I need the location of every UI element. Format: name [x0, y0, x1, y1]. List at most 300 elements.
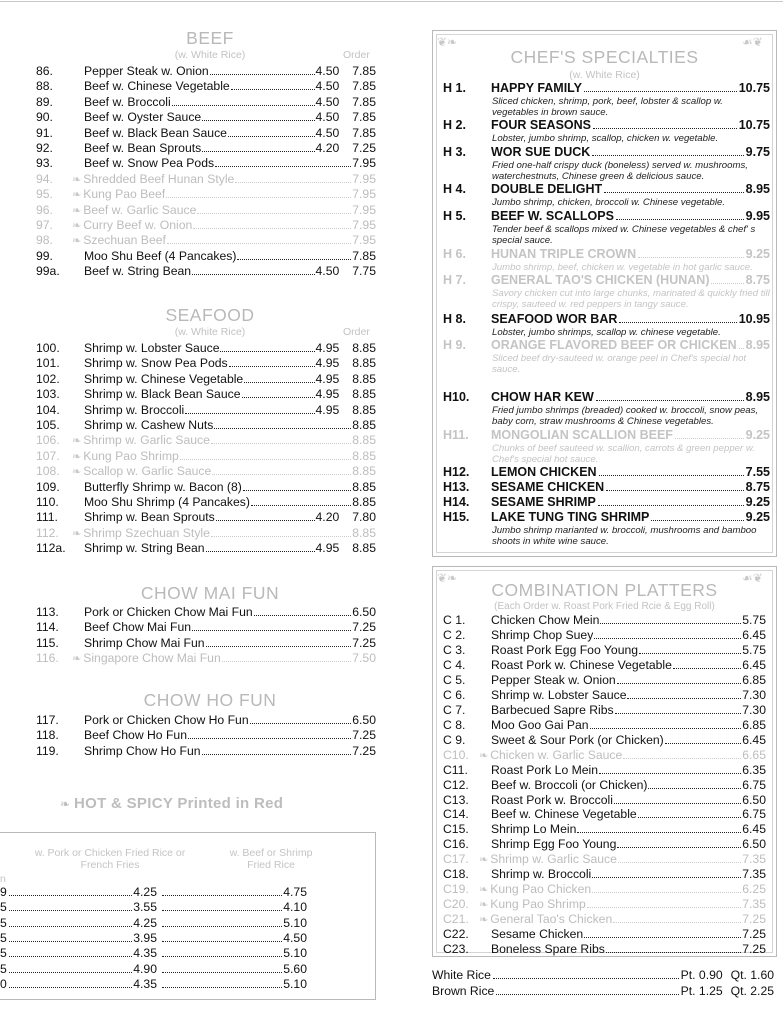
dot-leader	[250, 712, 352, 724]
item-price-order: 7.85	[352, 248, 376, 263]
item-price: 7.25	[742, 927, 766, 942]
item-price-order: 7.85	[352, 64, 376, 78]
item-number: 118.	[36, 728, 59, 743]
menu-item-row	[36, 727, 376, 742]
item-number: 112.	[36, 525, 59, 540]
item-price-order: 7.80	[352, 510, 376, 525]
dot-leader	[593, 118, 737, 129]
item-price-small: 4.50	[315, 110, 340, 125]
dot-leader	[180, 448, 352, 460]
item-number: 98.	[36, 233, 53, 248]
chef-item-code: H 3.	[443, 145, 466, 159]
menu-item-row	[36, 432, 376, 447]
chef-item-description: Fried jumbo shrimps (breaded) cooked w. broccoli, snow peas, baby corn, straw mushrooms & Chinese vegetables.	[492, 405, 759, 427]
item-number: C14.	[443, 807, 469, 822]
item-number: 105.	[36, 418, 60, 432]
chef-item-price: 8.95	[745, 182, 770, 196]
dot-leader	[638, 806, 742, 818]
dot-leader	[618, 851, 741, 863]
chef-item-heading	[443, 247, 770, 262]
dot-leader	[242, 386, 315, 398]
fried-rice-cell-a	[9, 931, 157, 946]
item-price-order: 8.85	[352, 479, 376, 494]
chef-special-item	[443, 480, 770, 495]
dot-leader	[210, 63, 315, 75]
item-number: C20.	[443, 897, 469, 912]
item-price: 6.45	[742, 657, 766, 672]
item-number: C18.	[443, 867, 469, 882]
dot-leader	[206, 540, 315, 552]
item-name: Kung Pao Chicken	[490, 882, 592, 897]
item-number: C11.	[443, 762, 468, 777]
item-price: 6.85	[742, 717, 766, 732]
dot-leader	[162, 900, 282, 911]
item-name: Roast Pork w. Broccoli	[491, 792, 613, 807]
menu-item-row	[36, 340, 376, 355]
pepper-icon: ❧	[72, 450, 82, 463]
item-number: 113.	[36, 605, 59, 619]
item-price: 5.75	[742, 642, 766, 657]
item-price-order: 8.85	[352, 402, 376, 417]
item-price: 6.65	[742, 747, 766, 762]
item-price: 6.85	[742, 672, 766, 687]
item-name: Shrimp w. Black Bean Sauce	[84, 387, 241, 402]
corner-ornament-icon: ☙❦	[742, 571, 763, 585]
item-number: C15.	[443, 822, 469, 837]
chef-specialties-title: CHEF'S SPECIALTIES	[510, 47, 699, 67]
item-name: Shrimp w. String Bean	[84, 541, 205, 556]
item-name: Kung Pao Shrimp	[83, 448, 179, 463]
item-name: Beef w. Chinese Vegetable	[84, 79, 230, 94]
item-name: Pepper Steak w. Onion	[491, 672, 616, 687]
item-name: Chicken w. Garlic Sauce	[490, 747, 623, 762]
item-number: C 9.	[443, 732, 466, 747]
chef-item-price: 9.25	[745, 495, 770, 509]
dot-leader	[197, 202, 351, 214]
dot-leader	[193, 217, 351, 229]
item-name: Pork or Chicken Chow Mai Fun	[84, 605, 253, 619]
dot-leader	[577, 821, 741, 833]
item-price: 6.75	[742, 807, 766, 822]
fried-rice-cell-b	[162, 916, 307, 931]
dot-leader	[616, 209, 744, 220]
item-price: 7.35	[742, 897, 766, 912]
dot-leader	[212, 463, 351, 475]
combination-item-row	[443, 836, 766, 851]
item-name: Beef Chow Mai Fun	[84, 620, 192, 635]
item-price-small: 4.95	[315, 341, 340, 355]
item-number: C 4.	[443, 657, 466, 672]
menu-item-row	[36, 619, 376, 634]
combination-platters-title: COMBINATION PLATTERS	[491, 580, 718, 600]
item-number: 103.	[36, 387, 60, 402]
item-price-order: 7.85	[352, 125, 376, 140]
item-price-order: 6.50	[352, 605, 376, 619]
rice-pint-price: Pt. 1.25	[680, 983, 723, 998]
chef-item-name: HUNAN TRIPLE CROWN	[491, 247, 637, 261]
item-number: 91.	[36, 125, 53, 140]
combination-item-row	[443, 642, 766, 657]
pepper-icon: ❧	[72, 435, 82, 448]
item-number: 114.	[36, 620, 59, 635]
dot-leader	[244, 371, 314, 383]
menu-item-row	[36, 155, 376, 170]
item-name: Moo Goo Gai Pan	[491, 717, 589, 732]
chef-item-price: 8.95	[745, 390, 770, 404]
dot-leader	[162, 946, 282, 957]
fried-rice-cell-a	[9, 916, 157, 931]
chef-item-heading	[443, 390, 770, 405]
item-name: Kung Pao Beef	[83, 187, 166, 202]
chef-item-code: H 6.	[443, 247, 466, 261]
item-price: 7.30	[742, 702, 766, 717]
chef-item-name: GENERAL TAO'S CHICKEN (HUNAN)	[491, 273, 710, 287]
fried-rice-cell-left: 0	[0, 976, 7, 991]
chef-special-item	[443, 273, 770, 310]
dot-leader	[9, 962, 132, 973]
corner-ornament-icon: ❦❧	[437, 35, 458, 49]
fried-rice-price-b: 4.10	[283, 900, 307, 915]
combination-item-row	[443, 762, 766, 777]
chef-special-item	[443, 81, 770, 118]
item-number: C 1.	[443, 613, 466, 627]
rice-quart-price: Qt. 2.25	[730, 983, 774, 998]
chef-item-description: Chunks of beef sauteed w. scallion, carrots & green pepper w. Chef's special hot sauce.	[492, 443, 755, 465]
menu-item-row	[36, 125, 376, 140]
item-number: C 7.	[443, 702, 466, 717]
chef-item-name: BEEF W. SCALLOPS	[491, 209, 614, 223]
chef-item-code: H 8.	[443, 312, 466, 326]
combination-item-row	[443, 851, 766, 866]
fried-rice-cell-a	[9, 946, 157, 961]
fried-rice-left-header: n	[0, 873, 6, 885]
top-rule	[0, 1, 783, 2]
item-name: Shrimp Chop Suey	[491, 627, 594, 642]
chef-special-item	[443, 495, 770, 510]
item-name: Beef w. Chinese Vegetable	[491, 807, 637, 822]
item-name: Moo Shu Shrimp (4 Pancakes)	[84, 495, 250, 509]
dot-leader	[604, 182, 744, 193]
item-price: 6.35	[742, 762, 766, 777]
chef-item-code: H 5.	[443, 209, 466, 223]
dot-leader	[617, 672, 742, 684]
item-name: Beef w. Snow Pea Pods	[84, 156, 215, 171]
item-number: 119.	[36, 743, 59, 758]
item-number: 86.	[36, 64, 53, 78]
item-name: Roast Pork Lo Mein	[491, 762, 599, 777]
dot-leader	[9, 885, 132, 896]
menu-item-row	[36, 78, 376, 93]
item-price-order: 7.25	[352, 635, 376, 650]
rice-row	[432, 984, 774, 999]
chef-item-code: H14.	[443, 495, 470, 509]
item-number: C19.	[443, 882, 469, 897]
chef-item-heading	[443, 510, 770, 525]
chef-item-code: H13.	[443, 480, 470, 494]
item-name: Shrimp w. Snow Pea Pods	[84, 356, 228, 371]
dot-leader	[162, 885, 282, 896]
item-price-order: 8.85	[352, 371, 376, 386]
chef-item-description: Savory chicken cut into large chunks, marinated & quickly fried till crispy, sauteed w. red peppers in tangy sauce.	[492, 288, 770, 310]
menu-item-row	[36, 448, 376, 463]
dot-leader	[739, 338, 744, 349]
dot-leader	[202, 140, 314, 152]
dot-leader	[229, 355, 315, 367]
combination-item-row	[443, 821, 766, 836]
chef-item-price: 10.75	[738, 118, 770, 132]
fried-rice-price-a: 4.35	[133, 946, 157, 961]
item-number: 106.	[36, 433, 60, 448]
dot-leader	[614, 792, 741, 804]
item-price-order: 7.25	[352, 743, 376, 758]
fried-rice-price-a: 4.25	[133, 885, 157, 899]
item-name: Moo Shu Beef (4 Pancakes)	[84, 248, 237, 263]
chef-item-heading	[443, 480, 770, 495]
dot-leader	[162, 916, 282, 927]
dot-leader	[192, 619, 351, 631]
chef-item-heading	[443, 428, 770, 443]
dot-leader	[598, 495, 744, 506]
dot-leader	[162, 931, 282, 942]
item-name: Szechuan Beef	[83, 233, 166, 248]
item-name: Beef w. String Bean	[84, 264, 192, 279]
dot-leader	[638, 247, 744, 258]
beef-subtitle: (w. White Rice)	[174, 49, 246, 61]
item-price-order: 7.95	[352, 233, 376, 248]
item-price-order: 7.95	[352, 171, 376, 186]
chef-item-name: LAKE TUNG TING SHRIMP	[491, 510, 650, 524]
dot-leader	[251, 494, 351, 506]
chef-special-item	[443, 510, 770, 547]
chef-item-name: SEAFOOD WOR BAR	[491, 312, 618, 326]
item-price: 7.35	[742, 867, 766, 882]
combination-item-row	[443, 657, 766, 672]
pepper-icon: ❧	[479, 899, 489, 912]
item-price-small: 4.50	[315, 79, 340, 94]
chef-item-description: Sliced beef dry-sauteed w. orange peel in Chef's special hot sauce.	[492, 353, 747, 375]
item-price: 7.25	[742, 912, 766, 927]
menu-item-row	[36, 712, 376, 727]
item-price: 6.75	[742, 777, 766, 792]
fried-rice-cell-a	[9, 900, 157, 915]
dot-leader	[613, 911, 741, 923]
item-price-order: 8.85	[352, 525, 376, 540]
menu-item-row	[36, 263, 376, 278]
item-number: 117.	[36, 713, 59, 727]
item-name: Shrimp w. Chinese Vegetable	[84, 371, 244, 386]
chef-item-heading	[443, 312, 770, 327]
item-number: 100.	[36, 341, 60, 355]
chef-item-code: H 4.	[443, 182, 466, 196]
item-price-order: 7.95	[352, 202, 376, 217]
beef-title: BEEF	[186, 28, 234, 48]
fried-rice-col-a-header: w. Pork or Chicken Fried Rice or French Fries	[34, 847, 186, 871]
menu-item-row	[36, 525, 376, 540]
item-name: Pepper Steak w. Onion	[84, 64, 209, 78]
dot-leader	[584, 81, 737, 92]
fried-rice-cell-left: 5	[0, 915, 7, 930]
chef-item-description: Tender beef & scallops mixed w. Chinese vegetables & chef' s special sauce.	[492, 224, 756, 246]
dot-leader	[606, 480, 743, 491]
item-price-order: 6.50	[352, 713, 376, 727]
fried-rice-cell-b	[162, 977, 307, 992]
chef-special-item	[443, 145, 770, 182]
item-number: C 6.	[443, 687, 466, 702]
menu-item-row	[36, 248, 376, 263]
menu-item-row	[36, 650, 376, 665]
menu-item-row	[36, 463, 376, 478]
item-price-small: 4.50	[315, 64, 340, 78]
chef-special-item	[443, 428, 770, 465]
chef-item-code: H12.	[443, 465, 470, 479]
item-price: 6.50	[742, 837, 766, 852]
item-number: C12.	[443, 777, 469, 792]
fried-rice-price-b: 5.10	[283, 976, 307, 991]
item-name: Shrimp w. Broccoli	[491, 867, 592, 882]
item-name: Sweet & Sour Pork (or Chicken)	[491, 732, 664, 747]
item-name: Shrimp w. Garlic Sauce	[83, 433, 210, 448]
item-number: 94.	[36, 171, 53, 186]
item-number: 89.	[36, 94, 53, 109]
chef-item-description: Jumbo shrimp, chicken, broccoli w. Chinese vegetable.	[492, 197, 726, 208]
fried-rice-price-b: 4.50	[283, 930, 307, 945]
chef-special-item	[443, 338, 770, 375]
dot-leader	[220, 340, 314, 352]
menu-item-row	[36, 186, 376, 201]
item-price-order: 8.85	[352, 541, 376, 556]
pepper-icon: ❧	[72, 235, 82, 248]
chef-item-description: Jumbo shrimp, beef, chicken w. vegetable in hot garlic sauce.	[492, 262, 753, 273]
combination-item-row	[443, 747, 766, 762]
rice-name: White Rice	[432, 968, 491, 982]
item-price-small: 4.20	[315, 510, 340, 525]
corner-ornament-icon: ❦❧	[437, 571, 458, 585]
menu-item-row	[36, 355, 376, 370]
item-number: C22.	[443, 927, 469, 942]
item-price-order: 8.85	[352, 448, 376, 463]
chef-item-heading	[443, 118, 770, 133]
combination-item-row	[443, 806, 766, 821]
menu-item-row	[36, 109, 376, 124]
dot-leader	[211, 432, 351, 444]
fried-rice-cell-a	[9, 977, 157, 992]
item-name: Shrimp w. Lobster Sauce	[491, 687, 627, 702]
item-number: 95.	[36, 187, 53, 202]
chef-item-price: 7.55	[745, 465, 770, 479]
item-name: Shrimp Szechuan Style	[83, 525, 210, 540]
fried-rice-col-b-header: w. Beef or Shrimp Fried Rice	[229, 847, 313, 871]
dot-leader	[496, 984, 678, 995]
item-price-order: 7.85	[352, 110, 376, 125]
seafood-order-header: Order	[343, 326, 370, 338]
item-number: C 3.	[443, 642, 466, 657]
fried-rice-cell-left: 5	[0, 900, 7, 915]
item-name: Shrimp Chow Ho Fun	[84, 743, 201, 758]
pepper-icon: ❧	[72, 527, 82, 540]
dot-leader	[606, 941, 741, 953]
chef-item-heading	[443, 145, 770, 160]
fried-rice-price-a: 4.35	[133, 976, 157, 991]
item-name: Roast Pork Egg Foo Young	[491, 642, 639, 657]
dot-leader	[592, 145, 743, 156]
dot-leader	[237, 248, 351, 260]
chef-item-price: 8.95	[745, 338, 770, 352]
chow_ho_fun-title: CHOW HO FUN	[143, 690, 277, 710]
chef-item-description: Fried one-half crispy duck (boneless) served w. mushrooms, waterchestnuts, Chinese green & delicious sauce.	[492, 160, 748, 182]
chef-item-price: 10.95	[738, 312, 770, 326]
pepper-icon: ❧	[72, 189, 82, 202]
chef-special-item	[443, 312, 770, 338]
chef-item-price: 9.25	[745, 247, 770, 261]
dot-leader	[592, 881, 741, 893]
dot-leader	[9, 977, 132, 988]
menu-item-row	[36, 140, 376, 155]
item-price: 6.50	[742, 792, 766, 807]
dot-leader	[222, 650, 352, 662]
dot-leader	[162, 962, 282, 973]
menu-item-row	[36, 635, 376, 650]
chef-special-item	[443, 118, 770, 144]
chef-item-description: Jumbo shrimp marianted w. broccoli, mushrooms and bamboo shoots in white wine sauce.	[492, 525, 757, 547]
item-price-order: 7.95	[352, 156, 376, 171]
menu-item-row	[36, 540, 376, 555]
dot-leader	[596, 390, 744, 401]
dot-leader	[9, 931, 132, 942]
item-number: 92.	[36, 141, 53, 155]
pepper-icon: ❧	[72, 204, 82, 217]
menu-item-row	[36, 371, 376, 386]
item-price-order: 8.85	[352, 495, 376, 509]
chef-special-item	[443, 465, 770, 480]
item-price-order: 7.50	[352, 651, 376, 666]
dot-leader	[211, 525, 351, 537]
chef-special-item	[443, 390, 770, 427]
chef-item-code: H10.	[443, 390, 470, 404]
chef-item-code: H 9.	[443, 338, 466, 352]
item-number: 96.	[36, 202, 53, 217]
fried-rice-cell-left: 9	[0, 885, 7, 899]
hot-spicy-note-text: HOT & SPICY Printed in Red	[74, 795, 284, 812]
dot-leader	[673, 657, 741, 669]
item-price-small: 4.95	[315, 356, 340, 371]
chow_mai_fun-title: CHOW MAI FUN	[140, 583, 280, 603]
dot-leader	[617, 836, 741, 848]
combination-item-row	[443, 612, 766, 627]
item-price: 7.25	[742, 942, 766, 957]
item-price-small: 4.95	[315, 371, 340, 386]
item-price-small: 4.95	[315, 402, 340, 417]
dot-leader	[216, 509, 315, 521]
hot-spicy-note	[60, 795, 360, 812]
dot-leader	[192, 263, 314, 275]
rice-quart-price: Qt. 1.60	[730, 968, 774, 982]
item-number: 90.	[36, 110, 53, 125]
item-name: Shrimp w. Broccoli	[84, 402, 185, 417]
chef-item-name: SESAME CHICKEN	[491, 480, 605, 494]
item-number: 111.	[36, 510, 58, 525]
fried-rice-price-b: 5.10	[283, 915, 307, 930]
dot-leader	[243, 479, 351, 491]
fried-rice-cell-a	[9, 885, 157, 900]
menu-item-row	[36, 386, 376, 401]
item-name: Shrimp w. Lobster Sauce	[84, 341, 220, 355]
chef-item-price: 9.75	[745, 145, 770, 159]
pepper-icon: ❧	[479, 854, 489, 867]
combination-item-row	[443, 732, 766, 747]
fried-rice-cell-b	[162, 885, 307, 900]
fried-rice-price-a: 4.90	[133, 961, 157, 976]
chef-item-name: DOUBLE DELIGHT	[491, 182, 603, 196]
